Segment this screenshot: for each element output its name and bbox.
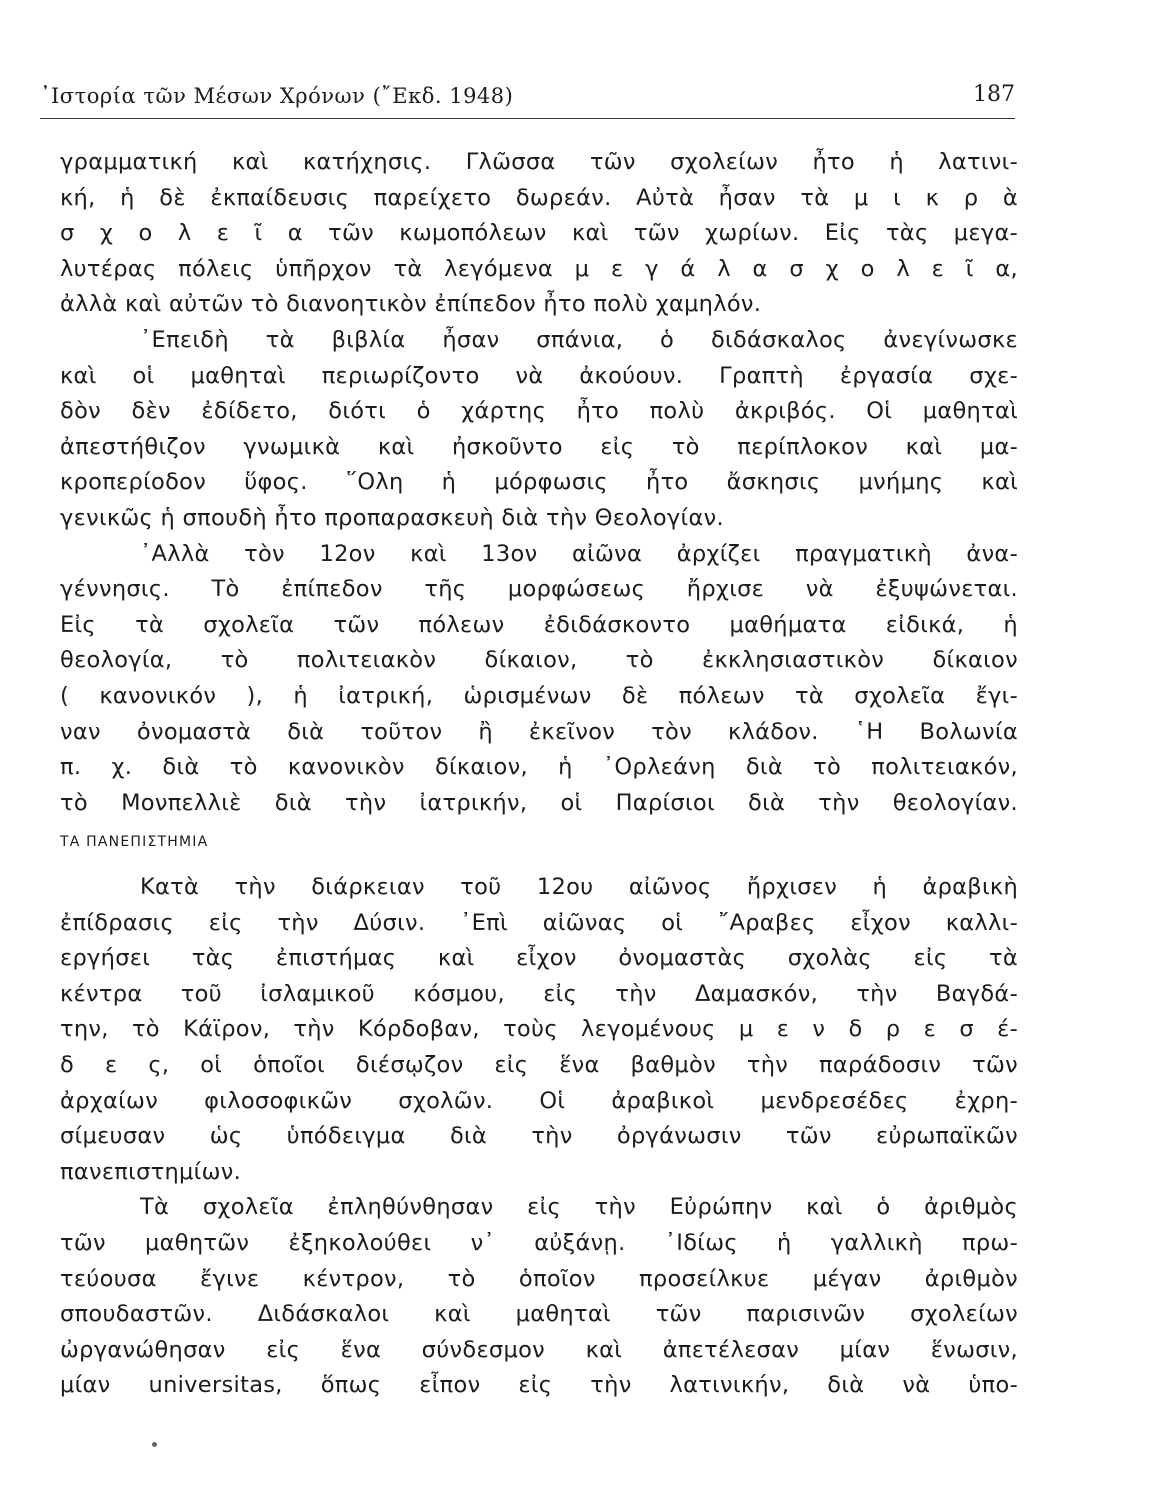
- text-line: κροπερίοδον ὕφος. ῞Ολη ἡ μόρφωσις ἦτο ἄσκησις μνήμης καὶ: [60, 469, 1018, 496]
- text-line: Κατὰ τὴν διάρκειαν τοῦ 12ου αἰῶνος ἤρχισεν ἡ ἀραβικὴ: [140, 874, 1018, 900]
- text-line: τὸ Μονπελλιὲ διὰ τὴν ἰατρικήν, οἱ Παρίσιοι διὰ τὴν θεολογίαν.: [60, 789, 1018, 816]
- text-line: την, τὸ Κάϊρον, τὴν Κόρδοβαν, τοὺς λεγομένους μ ε ν δ ρ ε σ έ-: [60, 1016, 1018, 1043]
- running-header: [40, 78, 1015, 119]
- text-line: κέντρα τοῦ ἰσλαμικοῦ κόσμου, εἰς τὴν Δαμασκόν, τὴν Βαγδά-: [60, 980, 1018, 1007]
- text-line: γέννησις. Τὸ ἐπίπεδον τῆς μορφώσεως ἤρχισε νὰ ἐξυψώνεται.: [60, 576, 1018, 603]
- text-line: δ ε ς, οἱ ὁποῖοι διέσῳζον εἰς ἕνα βαθμὸν τὴν παράδοσιν τῶν: [60, 1051, 1018, 1078]
- text-block-top: [60, 145, 1018, 821]
- section-heading: ΤΑ ΠΑΝΕΠΙΣΤΗΜΙΑ: [60, 834, 209, 850]
- text-line: ( κανονικόν ), ἡ ἰατρική, ὡρισμένων δὲ πόλεων τὰ σχολεῖα ἔγι-: [60, 682, 1018, 709]
- text-line: ᾿Αλλὰ τὸν 12ον καὶ 13ον αἰῶνα ἀρχίζει πραγματικὴ ἀνα-: [140, 540, 1018, 567]
- text-line: τῶν μαθητῶν ἐξηκολούθει ν᾿ αὐξάνῃ. ᾿Ιδίως ἡ γαλλικὴ πρω-: [60, 1229, 1018, 1256]
- text-line: ναν ὀνομαστὰ διὰ τοῦτον ἢ ἐκεῖνον τὸν κλάδον. ῾Η Βολωνία: [60, 718, 1018, 745]
- text-line: κή, ἡ δὲ ἐκπαίδευσις παρείχετο δωρεάν. Αὐτὰ ἦσαν τὰ μ ι κ ρ ὰ: [60, 184, 1018, 211]
- text-line: σ χ ο λ ε ῖ α τῶν κωμοπόλεων καὶ τῶν χωρίων. Εἰς τὰς μεγα-: [60, 220, 1018, 247]
- text-line: σίμευσαν ὡς ὑπόδειγμα διὰ τὴν ὀργάνωσιν τῶν εὐρωπαϊκῶν: [60, 1123, 1018, 1150]
- text-line: Εἰς τὰ σχολεῖα τῶν πόλεων ἐδιδάσκοντο μαθήματα εἰδικά, ἡ: [60, 611, 1018, 638]
- text-line: ὠργανώθησαν εἰς ἕνα σύνδεσμον καὶ ἀπετέλεσαν μίαν ἕνωσιν,: [60, 1336, 1018, 1363]
- text-line: δὸν δὲν ἐδίδετο, διότι ὁ χάρτης ἦτο πολὺ ἀκριβός. Οἱ μαθηταὶ: [60, 398, 1018, 425]
- text-line: ἀρχαίων φιλοσοφικῶν σχολῶν. Οἱ ἀραβικοὶ μενδρεσέδες ἐχρη-: [60, 1087, 1018, 1114]
- text-block-bottom: [60, 870, 1018, 1404]
- text-line: μίαν universitas, ὅπως εἶπον εἰς τὴν λατινικήν, διὰ νὰ ὑπο-: [60, 1372, 1018, 1399]
- text-line: π. χ. διὰ τὸ κανονικὸν δίκαιον, ἡ ᾿Ορλεάνη διὰ τὸ πολιτειακόν,: [60, 754, 1018, 781]
- text-line: λυτέρας πόλεις ὑπῆρχον τὰ λεγόμενα μ ε γ ά λ α σ χ ο λ ε ῖ α,: [60, 255, 1018, 282]
- text-line: θεολογία, τὸ πολιτειακὸν δίκαιον, τὸ ἐκκλησιαστικὸν δίκαιον: [60, 647, 1018, 674]
- text-line: πανεπιστημίων.: [60, 1158, 242, 1185]
- header-title: ᾿Ιστορία τῶν Μέσων Χρόνων (῎Εκδ. 1948): [40, 84, 514, 108]
- text-line: ἀπεστήθιζον γνωμικὰ καὶ ἠσκοῦντο εἰς τὸ περίπλοκον καὶ μα-: [60, 433, 1018, 460]
- text-line: καὶ οἱ μαθηταὶ περιωρίζοντο νὰ ἀκούουν. Γραπτὴ ἐργασία σχε-: [60, 362, 1018, 389]
- text-line: Τὰ σχολεῖα ἐπληθύνθησαν εἰς τὴν Εὐρώπην καὶ ὁ ἀριθμὸς: [140, 1194, 1018, 1221]
- text-line: ἐπίδρασις εἰς τὴν Δύσιν. ᾿Επὶ αἰῶνας οἱ ῎Αραβες εἶχον καλλι-: [60, 909, 1018, 936]
- text-line: γραμματική καὶ κατήχησις. Γλῶσσα τῶν σχολείων ἦτο ἡ λατινι-: [60, 149, 1018, 175]
- text-line: εργήσει τὰς ἐπιστήμας καὶ εἶχον ὀνομαστὰς σχολὰς εἰς τὰ: [60, 945, 1018, 972]
- text-line: γενικῶς ἡ σπουδὴ ἦτο προπαρασκευὴ διὰ τὴν Θεολογίαν.: [60, 504, 724, 531]
- text-line: ἀλλὰ καὶ αὐτῶν τὸ διανοητικὸν ἐπίπεδον ἦτο πολὺ χαμηλόν.: [60, 291, 762, 318]
- text-line: τεύουσα ἔγινε κέντρον, τὸ ὁποῖον προσείλκυε μέγαν ἀριθμὸν: [60, 1265, 1018, 1292]
- print-speck: [152, 1442, 157, 1447]
- page-number: 187: [973, 82, 1015, 107]
- text-line: ᾿Επειδὴ τὰ βιβλία ἦσαν σπάνια, ὁ διδάσκαλος ἀνεγίνωσκε: [140, 326, 1018, 353]
- text-line: σπουδαστῶν. Διδάσκαλοι καὶ μαθηταὶ τῶν παρισινῶν σχολείων: [60, 1301, 1018, 1328]
